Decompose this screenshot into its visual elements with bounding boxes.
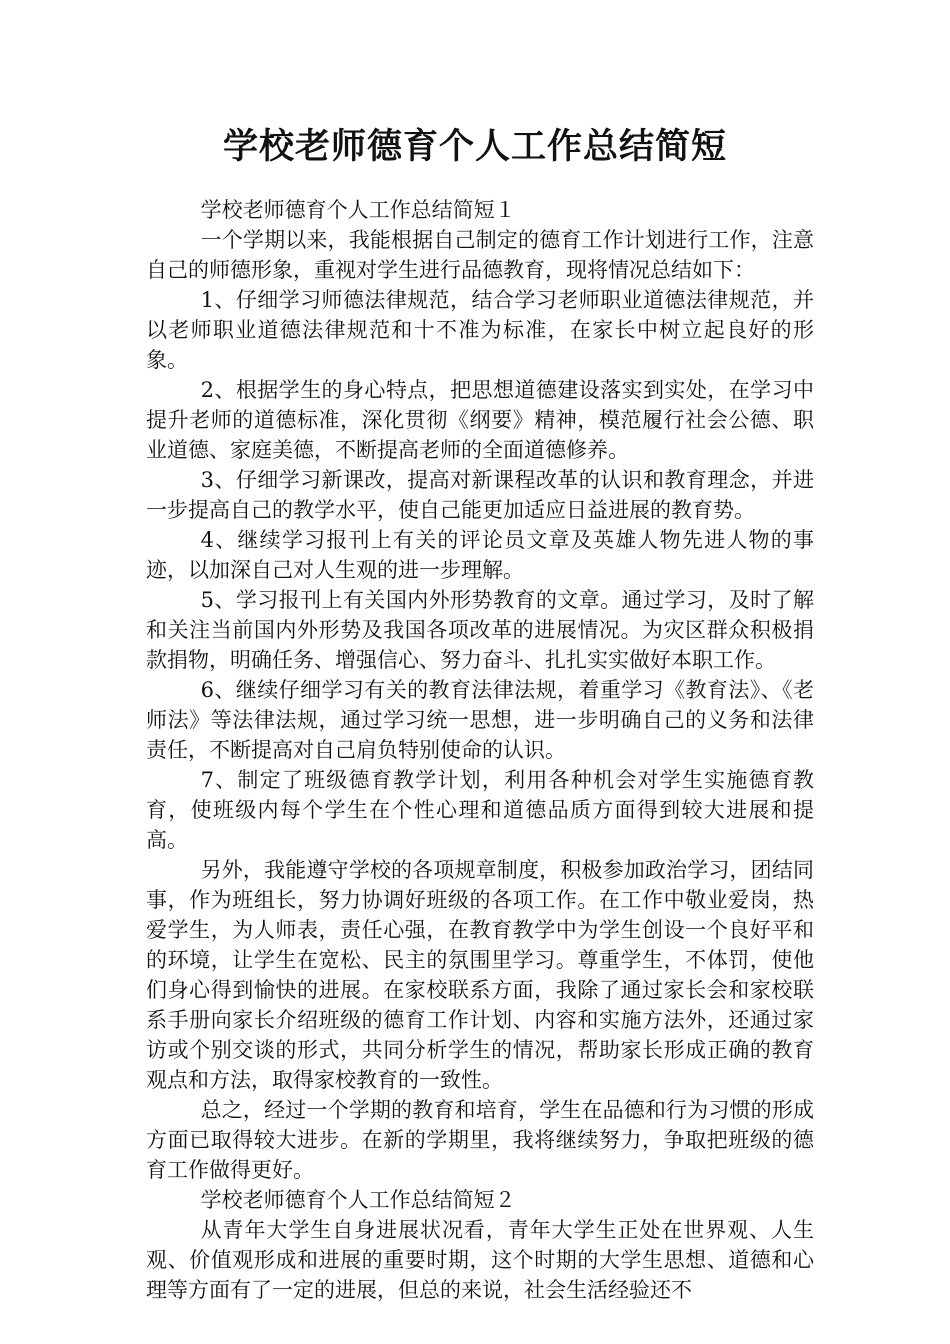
paragraph: 1、仔细学习师德法律规范，结合学习老师职业道德法律规范，并以老师职业道德法律规范和十不准为标准，在家长中树立起良好的形象。	[146, 288, 814, 372]
document-title: 学校老师德育个人工作总结简短	[222, 126, 727, 167]
paragraph: 从青年大学生自身进展状况看，青年大学生正处在世界观、人生观、价值观形成和进展的重要时期，这个时期的大学生思想、道德和心理等方面有了一定的进展，但总的来说，社会生活经验还不	[146, 1218, 814, 1302]
paragraph: 3、仔细学习新课改，提高对新课程改革的认识和教育理念，并进一步提高自己的教学水平，使自己能更加适应日益进展的教育势。	[146, 468, 814, 522]
section-heading-2: 学校老师德育个人工作总结简短２	[200, 1188, 516, 1212]
paragraph: 5、学习报刊上有关国内外形势教育的文章。通过学习，及时了解和关注当前国内外形势及我国各项改革的进展情况。为灾区群众积极捐款捐物，明确任务、增强信心、努力奋斗、扎扎实实做好本职工作。	[146, 588, 814, 672]
paragraph: 2、根据学生的身心特点，把思想道德建设落实到实处，在学习中提升老师的道德标准，深化贯彻《纲要》精神，模范履行社会公德、职业道德、家庭美德，不断提高老师的全面道德修养。	[146, 378, 814, 462]
paragraph: 7、制定了班级德育教学计划，利用各种机会对学生实施德育教育，使班级内每个学生在个性心理和道德品质方面得到较大进展和提高。	[146, 768, 814, 852]
section-heading-1: 学校老师德育个人工作总结简短１	[200, 198, 516, 222]
document-body	[146, 195, 814, 1305]
paragraph: 一个学期以来，我能根据自己制定的德育工作计划进行工作，注意自己的师德形象，重视对学生进行品德教育，现将情况总结如下：	[146, 228, 814, 282]
paragraph: 另外，我能遵守学校的各项规章制度，积极参加政治学习，团结同事，作为班组长，努力协调好班级的各项工作。在工作中敬业爱岗，热爱学生，为人师表，责任心强，在教育教学中为学生创设一个良好平和的环境，让学生在宽松、民主的氛围里学习。尊重学生，不体罚，使他们身心得到愉快的进展。在家校联系方面，我除了通过家长会和家校联系手册向家长介绍班级的德育工作计划、内容和实施方法外，还通过家访或个别交谈的形式，共同分析学生的情况，帮助家长形成正确的教育观点和方法，取得家校教育的一致性。	[146, 858, 814, 1092]
paragraph: 4、继续学习报刊上有关的评论员文章及英雄人物先进人物的事迹，以加深自己对人生观的进一步理解。	[146, 528, 814, 582]
paragraph: 6、继续仔细学习有关的教育法律法规，着重学习《教育法》、《老师法》等法律法规，通过学习统一思想，进一步明确自己的义务和法律责任，不断提高对自己肩负特别使命的认识。	[146, 678, 814, 762]
paragraph: 总之，经过一个学期的教育和培育，学生在品德和行为习惯的形成方面已取得较大进步。在新的学期里，我将继续努力，争取把班级的德育工作做得更好。	[146, 1098, 814, 1182]
